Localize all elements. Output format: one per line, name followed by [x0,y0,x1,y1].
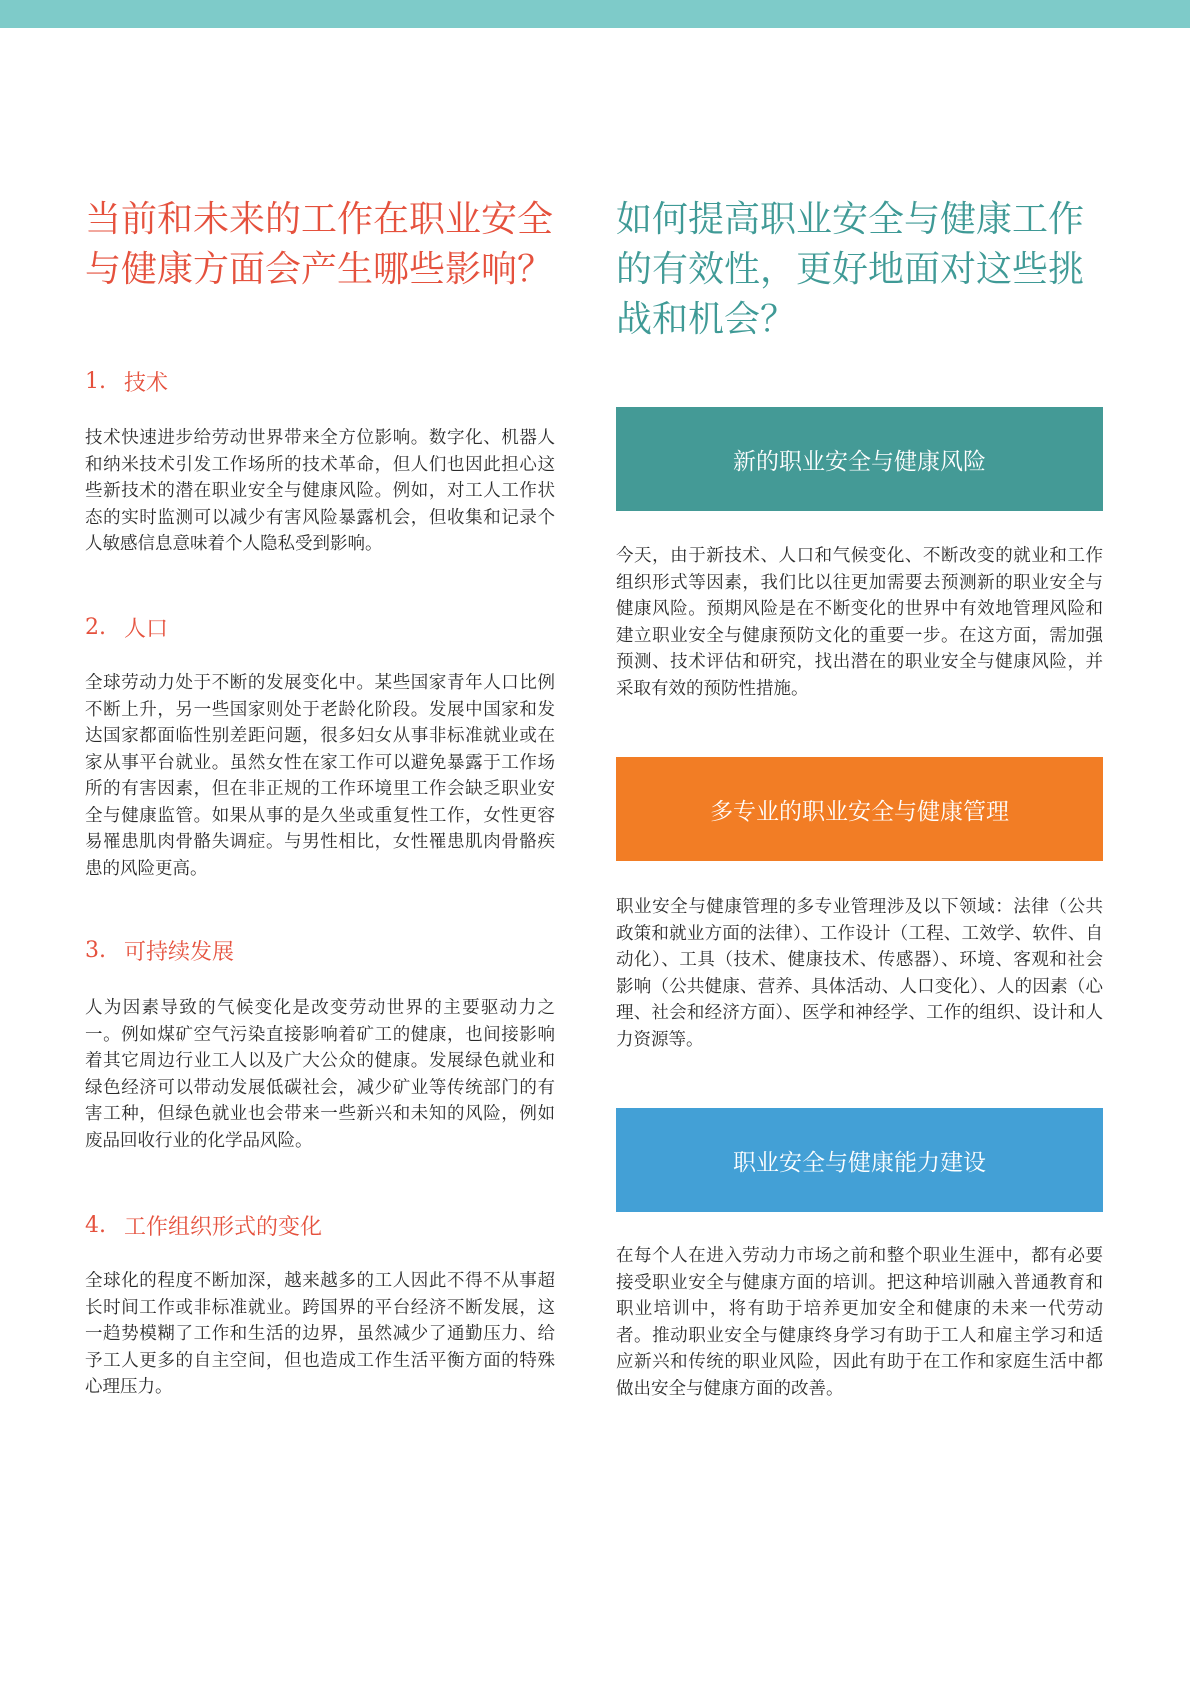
section-title-sustainability [85,935,234,966]
section-title-work-organization [85,1210,322,1241]
section-body-population: 全球劳动力处于不断的发展变化中。某些国家青年人口比例不断上升，另一些国家则处于老龄化阶段。发展中国家和发达国家都面临性别差距问题，很多妇女从事非标准就业或在家从事平台就业。虽然女性在家工作可以避免暴露于工作场所的有害因素，但在非正规的工作环境里工作会缺乏职业安全与健康监管。如果从事的是久坐或重复性工作，女性更容易罹患肌肉骨骼失调症。与男性相比，女性罹患肌肉骨骼疾患的风险更高。 [85,673,555,879]
block-text-capacity-building: 在每个人在进入劳动力市场之前和整个职业生涯中，都有必要接受职业安全与健康方面的培训。把这种培训融入普通教育和职业培训中，将有助于培养更加安全和健康的未来一代劳动者。推动职业安全与健康终身学习有助于工人和雇主学习和适应新兴和传统的职业风险，因此有助于在工作和家庭生活中都做出安全与健康方面的改善。 [616,1246,1103,1399]
section-title-population [85,612,168,643]
section-number: 1. [85,369,106,394]
banner-capacity-building: 职业安全与健康能力建设 [616,1108,1103,1212]
banner-new-risks: 新的职业安全与健康风险 [616,407,1103,511]
section-body-sustainability: 人为因素导致的气候变化是改变劳动世界的主要驱动力之一。例如煤矿空气污染直接影响着矿工的健康，也间接影响着其它周边行业工人以及广大公众的健康。发展绿色就业和绿色经济可以带动发展低碳社会，减少矿业等传统部门的有害工种，但绿色就业也会带来一些新兴和未知的风险，例如废品回收行业的化学品风险。 [85,998,555,1151]
block-text-new-risks: 今天，由于新技术、人口和气候变化、不断改变的就业和工作组织形式等因素，我们比以往更加需要去预测新的职业安全与健康风险。预期风险是在不断变化的世界中有效地管理风险和建立职业安全与健康预防文化的重要一步。在这方面，需加强预测、技术评估和研究，找出潜在的职业安全与健康风险，并采取有效的预防性措施。 [616,546,1103,699]
section-body-technology: 技术快速进步给劳动世界带来全方位影响。数字化、机器人和纳米技术引发工作场所的技术革命，但人们也因此担心这些新技术的潜在职业安全与健康风险。例如，对工人工作状态的实时监测可以减少有害风险暴露机会，但收集和记录个人敏感信息意味着个人隐私受到影响。 [85,428,555,554]
section-title-technology [85,366,168,397]
right-column-header [616,195,1104,345]
block-text-multidisciplinary: 职业安全与健康管理的多专业管理涉及以下领域：法律（公共政策和就业方面的法律）、工作设计（工程、工效学、软件、自动化）、工具（技术、健康技术、传感器）、环境、客观和社会影响（公共健康、营养、具体活动、人口变化）、人的因素（心理、社会和经济方面）、医学和神经学、工作的组织、设计和人力资源等。 [616,897,1103,1050]
right-heading: 如何提高职业安全与健康工作的有效性，更好地面对这些挑战和机会？ [616,199,1085,340]
section-number: 2. [85,615,106,640]
section-title-text: 工作组织形式的变化 [124,1215,323,1240]
left-heading: 当前和未来的工作在职业安全与健康方面会产生哪些影响？ [85,199,554,290]
top-accent-bar [0,0,1190,28]
left-column-header [85,195,555,295]
section-number: 4. [85,1213,106,1238]
section-body-work-organization: 全球化的程度不断加深，越来越多的工人因此不得不从事超长时间工作或非标准就业。跨国界的平台经济不断发展，这一趋势模糊了工作和生活的边界，虽然减少了通勤压力、给予工人更多的自主空间，但也造成工作生活平衡方面的特殊心理压力。 [85,1271,555,1397]
section-title-text: 人口 [124,617,169,642]
section-title-text: 技术 [124,371,169,396]
section-number: 3. [85,938,106,963]
section-title-text: 可持续发展 [124,940,235,965]
banner-multidisciplinary: 多专业的职业安全与健康管理 [616,757,1103,861]
